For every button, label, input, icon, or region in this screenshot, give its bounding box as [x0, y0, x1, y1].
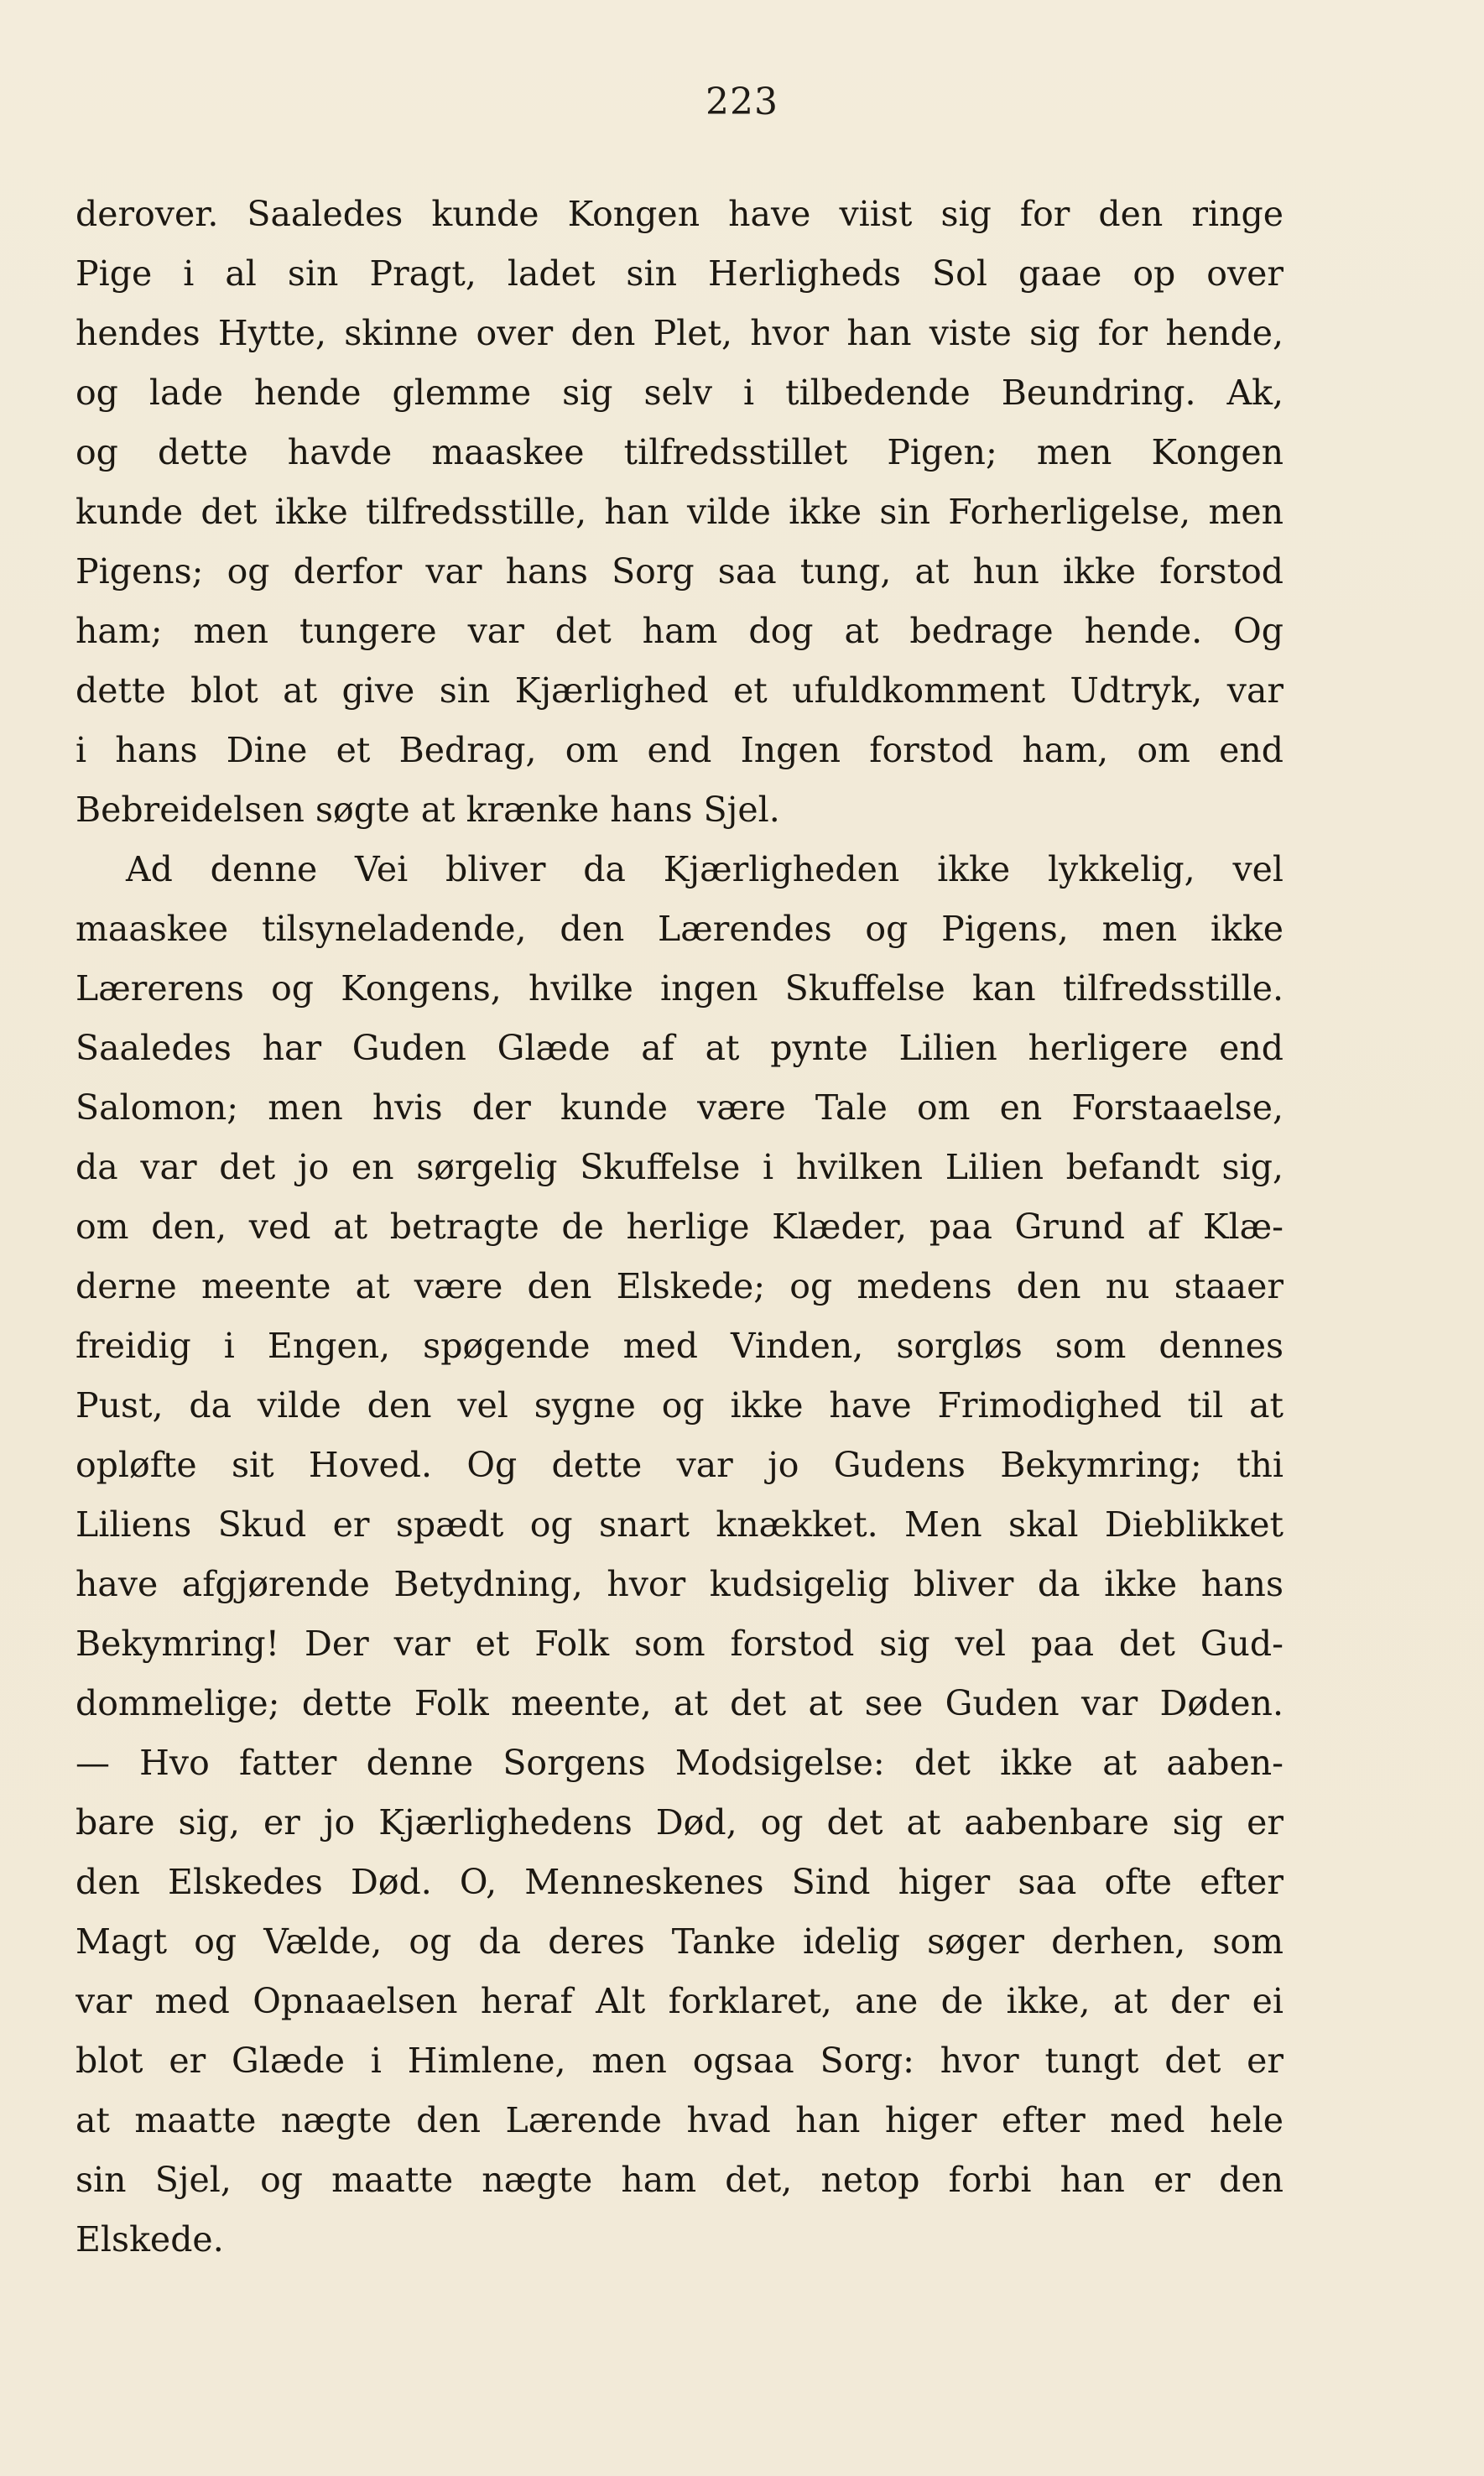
text-line: Ad denne Vei bliver da Kjærligheden ikke lykkelig, vel	[126, 849, 1284, 889]
text-line: da var det jo en sørgelig Skuffelse i hvilken Lilien befandt sig,	[76, 1147, 1284, 1187]
body-text	[76, 185, 1284, 2270]
text-line: have afgjørende Betydning, hvor kudsigelig bliver da ikke hans	[76, 1564, 1284, 1604]
text-line: derover. Saaledes kunde Kongen have viist sig for den ringe	[76, 194, 1284, 234]
paragraph	[76, 185, 1284, 840]
text-line: Pigens; og derfor var hans Sorg saa tung, at hun ikke forstod	[76, 551, 1284, 592]
text-line: ham; men tungere var det ham dog at bedrage hende. Og	[76, 611, 1284, 651]
text-line: maaskee tilsyneladende, den Lærendes og Pigens, men ikke	[76, 909, 1284, 949]
text-line: kunde det ikke tilfredsstille, han vilde ikke sin Forherligelse, men	[76, 492, 1284, 532]
text-line: hendes Hytte, skinne over den Plet, hvor han viste sig for hende,	[76, 313, 1284, 353]
page-number: 223	[706, 81, 778, 123]
text-line: var med Opnaaelsen heraf Alt forklaret, ane de ikke, at der ei	[76, 1981, 1284, 2021]
paragraph	[76, 840, 1284, 2270]
text-line: om den, ved at betragte de herlige Klæder, paa Grund af Klæ-	[76, 1207, 1284, 1247]
text-line: Salomon; men hvis der kunde være Tale om en Forstaaelse,	[76, 1087, 1284, 1128]
text-line: derne meente at være den Elskede; og medens den nu staaer	[76, 1266, 1284, 1306]
text-line: sin Sjel, og maatte nægte ham det, netop forbi han er den	[76, 2160, 1284, 2200]
text-line: Liliens Skud er spædt og snart knækket. Men skal Dieblikket	[76, 1504, 1284, 1545]
text-line: Saaledes har Guden Glæde af at pynte Lilien herligere end	[76, 1028, 1284, 1068]
text-line: dette blot at give sin Kjærlighed et ufuldkomment Udtryk, var	[76, 670, 1284, 711]
text-line: og dette havde maaskee tilfredsstillet Pigen; men Kongen	[76, 432, 1284, 472]
text-line: den Elskedes Død. O, Menneskenes Sind higer saa ofte efter	[76, 1862, 1284, 1902]
text-line: bare sig, er jo Kjærlighedens Død, og det at aabenbare sig er	[76, 1802, 1284, 1843]
text-line: at maatte nægte den Lærende hvad han higer efter med hele	[76, 2100, 1284, 2140]
text-line: Bekymring! Der var et Folk som forstod sig vel paa det Gud-	[76, 1624, 1284, 1664]
text-line: opløfte sit Hoved. Og dette var jo Gudens Bekymring; thi	[76, 1445, 1284, 1485]
text-line: freidig i Engen, spøgende med Vinden, sorgløs som dennes	[76, 1326, 1284, 1366]
text-line: og lade hende glemme sig selv i tilbedende Beundring. Ak,	[76, 373, 1284, 413]
text-line: Bebreidelsen søgte at krænke hans Sjel.	[76, 790, 780, 830]
text-line: Magt og Vælde, og da deres Tanke idelig søger derhen, som	[76, 1921, 1284, 1962]
text-line: Elskede.	[76, 2219, 224, 2260]
text-line: blot er Glæde i Himlene, men ogsaa Sorg: hvor tungt det er	[76, 2041, 1284, 2081]
text-line: Lærerens og Kongens, hvilke ingen Skuffelse kan tilfredsstille.	[76, 968, 1284, 1009]
text-line: i hans Dine et Bedrag, om end Ingen forstod ham, om end	[76, 730, 1284, 770]
text-line: Pige i al sin Pragt, ladet sin Herligheds Sol gaae op over	[76, 253, 1284, 294]
text-line: Pust, da vilde den vel sygne og ikke have Frimodighed til at	[76, 1385, 1284, 1426]
text-line: dommelige; dette Folk meente, at det at see Guden var Døden.	[76, 1683, 1284, 1723]
text-line: — Hvo fatter denne Sorgens Modsigelse: det ikke at aaben-	[76, 1743, 1284, 1783]
